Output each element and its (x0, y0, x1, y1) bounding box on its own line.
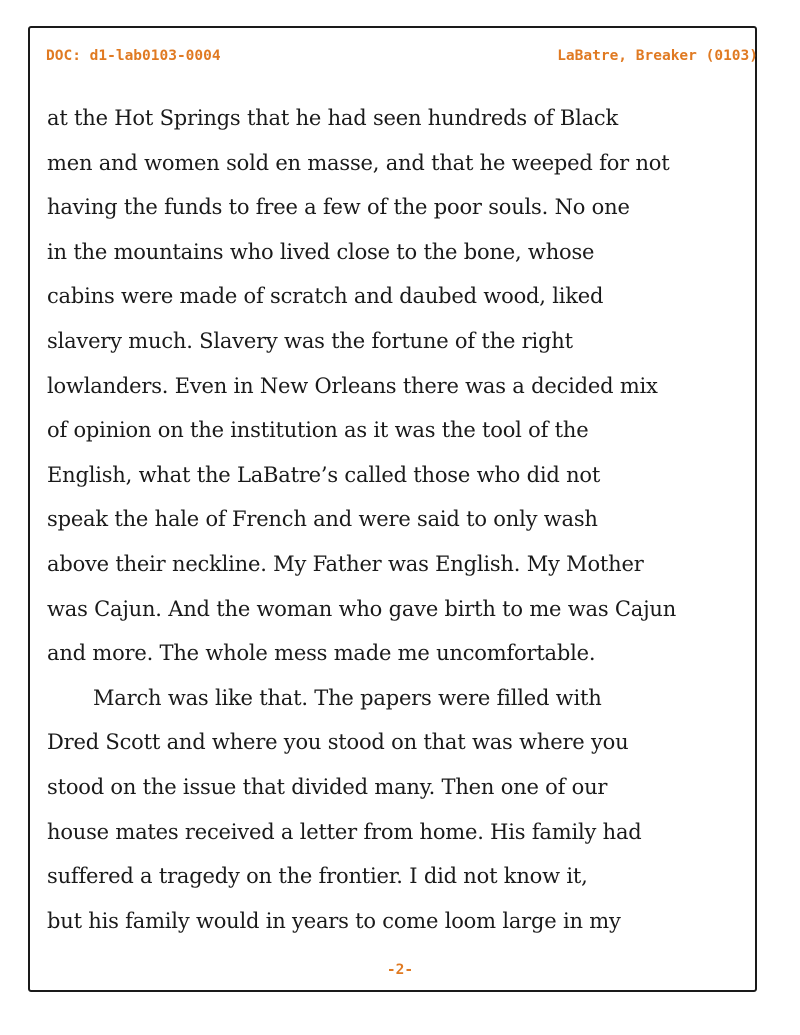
text-line: and more. The whole mess made me uncomfortable. (47, 641, 596, 666)
text-line: stood on the issue that divided many. Then one of our (47, 774, 608, 799)
text-line: but his family would in years to come loom large in my (47, 908, 621, 933)
text-line: house mates received a letter from home. His family had (47, 819, 642, 844)
text-line: was Cajun. And the woman who gave birth to me was Cajun (47, 596, 677, 621)
text-line: Dred Scott and where you stood on that was where you (47, 730, 629, 755)
text-line: slavery much. Slavery was the fortune of the right (47, 328, 573, 353)
text-line: English, what the LaBatre’s called those who did not (47, 462, 601, 487)
document-title: LaBatre, Breaker (0103) (557, 48, 758, 64)
text-line: speak the hale of French and were said to only wash (47, 507, 598, 532)
text-line: suffered a tragedy on the frontier. I did not know it, (47, 864, 588, 889)
page-header (46, 48, 758, 68)
document-body (47, 100, 759, 947)
text-line: at the Hot Springs that he had seen hundreds of Black (47, 106, 619, 130)
text-line: lowlanders. Even in New Orleans there was a decided mix (47, 373, 658, 398)
text-line: of opinion on the institution as it was the tool of the (47, 418, 589, 443)
document-id: DOC: d1-lab0103-0004 (46, 48, 221, 64)
text-line: cabins were made of scratch and daubed wood, liked (47, 284, 604, 309)
text-line: having the funds to free a few of the poor souls. No one (47, 195, 630, 220)
paragraph-start-line: March was like that. The papers were filled with (93, 685, 602, 710)
text-line: above their neckline. My Father was English. My Mother (47, 551, 644, 576)
text-line: in the mountains who lived close to the bone, whose (47, 239, 595, 264)
page-number: -2- (386, 962, 414, 978)
text-line: men and women sold en masse, and that he weeped for not (47, 150, 670, 175)
